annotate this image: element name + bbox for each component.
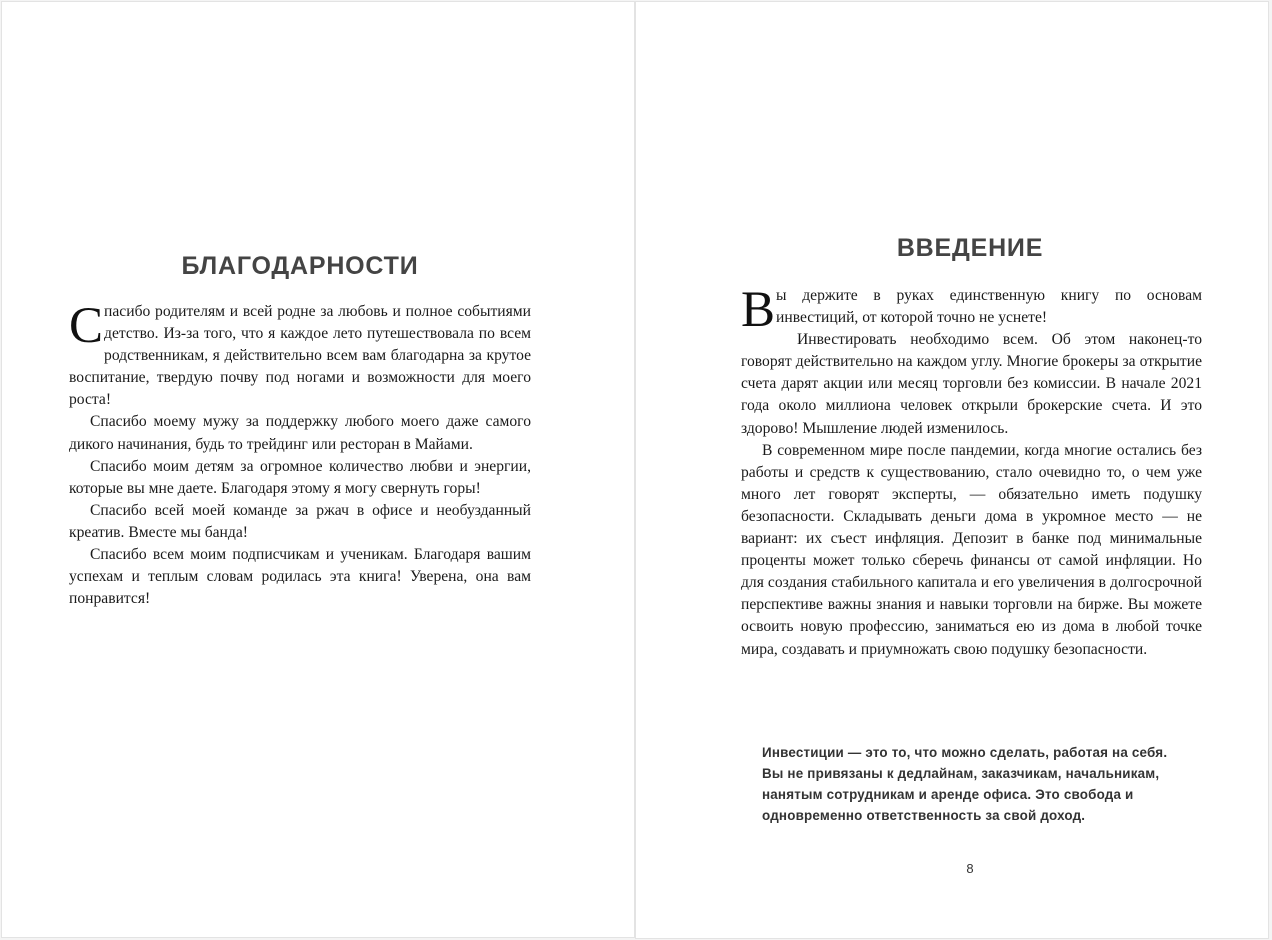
paragraph-text: пасибо родителям и всей родне за любовь и полное событиями детство. Из-за того, что я каждое лето путешествовала по всем родственникам, я действительно всем вам благодарна за крутое воспитание, твердую почву под ногами и возможности для моего роста! [69, 303, 531, 409]
paragraph: Спасибо моим детям за огромное количество любви и энергии, которые вы мне даете. Благодаря этому я могу свернуть горы! [69, 457, 531, 497]
paragraph [69, 298, 531, 411]
paragraph-text: ы держите в руках единственную книгу по основам инвестиций, от которой точно не уснете! [776, 287, 1202, 327]
paragraph: Инвестировать необходимо всем. Об этом наконец-то говорят действительно на каждом углу. Многие брокеры за открытие счета дарят акции или месяц торговли без комиссии. В начале 2021 года около миллиона человек открыли брокерские счета. И это здорово! Мышление людей изменилось. [741, 331, 1202, 437]
paragraph: В современном мире после пандемии, когда многие остались без работы и средств к существованию, стало очевидно то, о чем уже много лет говорят эксперты, — обязательно иметь подушку безопасности. Складывать деньги дома в укромное место — не вариант: их съест инфляция. Депозит в банке под минимальные проценты может только сберечь финансы от самой инфляции. Но для создания стабильного капитала и его увеличения в долгосрочной перспективе важны знания и навыки торговли на бирже. Вы можете освоить новую профессию, заниматься ею из дома в любой точке мира, создавать и приумножать свою подушку безопасности. [741, 441, 1202, 658]
introduction-text [741, 282, 1202, 661]
paragraph: Спасибо всей моей команде за ржач в офисе и необузданный креатив. Вместе мы банда! [69, 501, 531, 541]
left-page [1, 1, 635, 938]
acknowledgements-text [69, 298, 531, 610]
right-page [635, 1, 1269, 939]
paragraph [741, 282, 1202, 338]
introduction-heading: ВВЕДЕНИЕ [896, 234, 1044, 262]
drop-cap: С [69, 298, 104, 354]
paragraph: Спасибо всем моим подписчикам и ученикам. Благодаря вашим успехам и теплым словам родилась эта книга! Уверена, она вам понравится! [69, 546, 531, 608]
page-number: 8 [966, 861, 974, 876]
callout-quote: Инвестиции — это то, что можно сделать, работая на себя. Вы не привязаны к дедлайнам, заказчикам, начальникам, нанятым сотрудникам и аренде офиса. Это свобода и одновременно ответственность за свой доход. [762, 745, 1168, 823]
acknowledgements-heading: БЛАГОДАРНОСТИ [181, 252, 419, 280]
drop-cap: В [741, 282, 776, 338]
paragraph: Спасибо моему мужу за поддержку любого моего даже самого дикого начинания, будь то трейдинг или ресторан в Майами. [69, 413, 531, 453]
